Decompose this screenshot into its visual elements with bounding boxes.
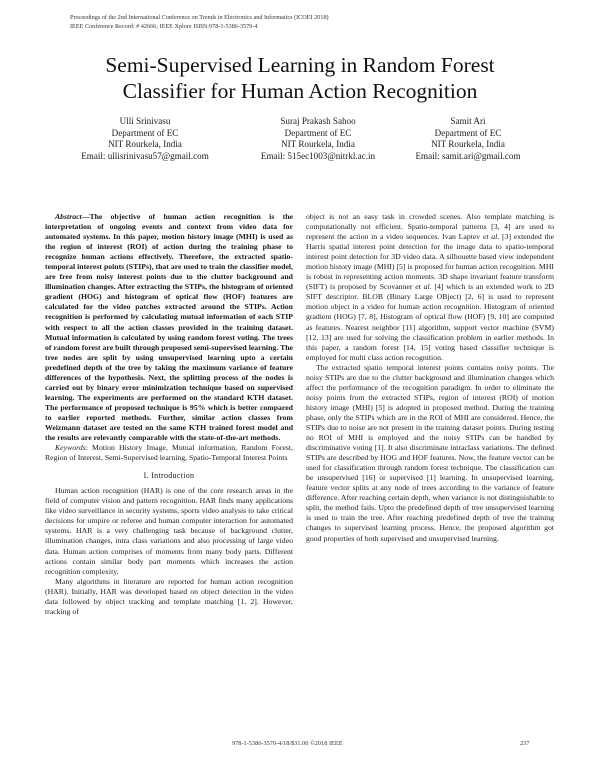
abstract <box>45 212 293 443</box>
page-number: 237 <box>520 740 530 747</box>
author-name: Samit Ari <box>450 116 486 126</box>
author-inst: NIT Rourkela, India <box>108 139 182 149</box>
abstract-text: —The objective of human action recognition is the interpretation of ongoing events and context from video data for automated systems. In this paper, motion history image (MHI) is used as the region of interest (ROI) of action during the training phase to recognize human actions effectively. Therefore, the extracted spatio-temporal interest points (STIPs), that are used to train the classifier model, are free from noisy interest points due to the clutter background and illumination changes. After extracting the STIPs, the histogram of oriented gradient (HOG) and histogram of optical flow (HOF) features are calculated for the video patches extracted around the STIPs. Action recognition is performed by calculating mutual information of each STIP with respect to all the action classes provided in the training dataset. Mutual information is calculated by using random forest voting. The trees of random forest are built through proposed semi-supervised learning. The tree nodes are split by using unsupervised learning upto a certain predefined depth of the tree by taking the maximum variance of feature differences of the hypothesis. Next, the splitting process of the nodes is carried out by binary error minimization technique based on supervised learning. The experiments are performed on the standard KTH dataset. The performance of proposed technique is 95% which is better compared to earlier reported methods. Further, similar action classes from Weizmann dataset are tested on the same KTH trained forest model and the results are relevantly comparable with the state-of-the-art methods. <box>45 212 293 443</box>
copyright-notice: 978-1-5386-3570-4/18/$31.00 ©2018 IEEE <box>232 740 343 747</box>
keywords-text: : Motion History Image, Mutual information, Random Forest, Region of Interest, Semi-Supervised learning, Spatio-Temporal Interest Points <box>45 443 293 463</box>
author-inst: NIT Rourkela, India <box>431 139 505 149</box>
author-dept: Department of EC <box>284 127 352 138</box>
author-dept: Department of EC <box>434 127 502 138</box>
paper-title <box>40 52 560 104</box>
author-block <box>55 116 235 162</box>
author-block <box>378 116 558 162</box>
author-email: Email: samit.ari@gmail.com <box>415 150 521 161</box>
text-span: [4] which is an extended work to 2D SIFT descriptor. BLOB (Binary Large OBject) [2, 6] is used to represent motion object in a video for human action recognition. Histogram of oriented gradient (HOG) [7, 8], Histogram of optical flow (HOF) [9, 10] are computed as features. Nearest neighbor [11] algorithm, support vector machine (SVM) [12, 13] are used for solving the classification problem in earlier methods. In this paper, a random forest [14, 15] voting based classifier technique is employed for multi class action recognition. <box>306 282 554 362</box>
left-column <box>45 212 293 617</box>
keywords-label: Keywords <box>55 443 86 453</box>
right-paragraph-2: The extracted spatio temporal interest points contains noisy points. The noisy STIPs are due to the clutter background and illumination changes which affect the performance of the recognition paradigm. In order to eliminate the noisy points from the extracted STIPs, region of interest (ROI) of motion history image (MHI) [5] is adopted in proposed method. During the training phase, only the STIPs which are in the ROI of MHI are considered. Hence, the STIPs due to noise are not present in the training dataset points. During testing no ROI of MHI is employed and the noisy STIPs can be handled by discriminative voting [1]. It also discriminate intraclass variations. The defined STIPs are described by HOG and HOF features. Now, the feature vector can be used for classification through random forest technique. The classification can be unsupervised [16] or supervised [1] learning. In unsupervised learning, feature vector splits at any node of trees according to the variance of feature difference. After reaching certain depth, when variance is not distinguishable to split, the method fails. Upto the predefined depth of tree unsupervised learning is used to train the tree. After reaching predefined depth of tree the training changes to supervised learning process. Hence, the proposed algorithm got good properties of both supervised and unsupervised learning. <box>306 362 554 543</box>
title-line-1: Semi-Supervised Learning in Random Forest <box>105 53 495 77</box>
author-dept: Department of EC <box>111 127 179 138</box>
author-inst: NIT Rourkela, India <box>281 139 355 149</box>
intro-paragraph-1: Human action recognition (HAR) is one of the core research areas in the field of computer vision and pattern recognition. HAR finds many applications like video surveillance in security systems, sports video analysis to take critical decisions for umpire or referee and human computer interaction for automated systems. HAR is a very challenging task because of background clutter, illumination changes, intra class variations and also processing of large video data. Human action comprises of moments from many body parts. Different actions contain similar body part moments which increases the action recognition complexity. <box>45 486 293 576</box>
author-name: Ulli Srinivasu <box>119 116 171 126</box>
author-email: Email: 515ec1003@nitrkl.ac.in <box>260 150 376 161</box>
header-line-1: Proceedings of the 2nd International Conference on Trends in Electronics and Informatics (ICOEI 2018) <box>70 14 329 21</box>
abstract-label: Abstract <box>55 212 82 221</box>
intro-paragraph-2: Many algorithms in literature are reported for human action recognition (HAR). Initially, HAR was developed based on object detection in the video data followed by object tracking and template matching [1, 2]. However, tracking of <box>45 576 293 616</box>
right-paragraph-1 <box>306 212 554 363</box>
text-span: [3] extended the Harris spatial interest point detection for the image data to spatio-temporal interest point detection for 3D video data. A silhouette based view independent motion history image (MHI) [5] is proposed for human action recognition. MHI is robust in representing action moments. 3D shape invariant feature transform (SIFT) is proposed by Scovanner <box>306 232 555 292</box>
conference-header <box>70 14 540 31</box>
section-heading: I. Introduction <box>143 471 195 481</box>
author-name: Suraj Prakash Sahoo <box>280 116 356 126</box>
etal-text: et al. <box>482 232 500 242</box>
title-line-2: Classifier for Human Action Recognition <box>122 79 478 103</box>
header-line-2: IEEE Conference Record: # 42666; IEEE Xplore ISBN:978-1-5386-3570-4 <box>70 22 258 30</box>
keywords <box>45 443 293 463</box>
text-span: object is not an easy task in crowded scenes. Also template matching is computationally not efficient. Spatio-temporal patterns [3, 4] are used to represent the action in a video sequences. Ivan Laptev <box>306 212 554 242</box>
etal-text: et al. <box>415 282 432 292</box>
right-column <box>306 212 554 544</box>
author-email: Email: ullisrinivasu57@gmail.com <box>81 150 209 161</box>
